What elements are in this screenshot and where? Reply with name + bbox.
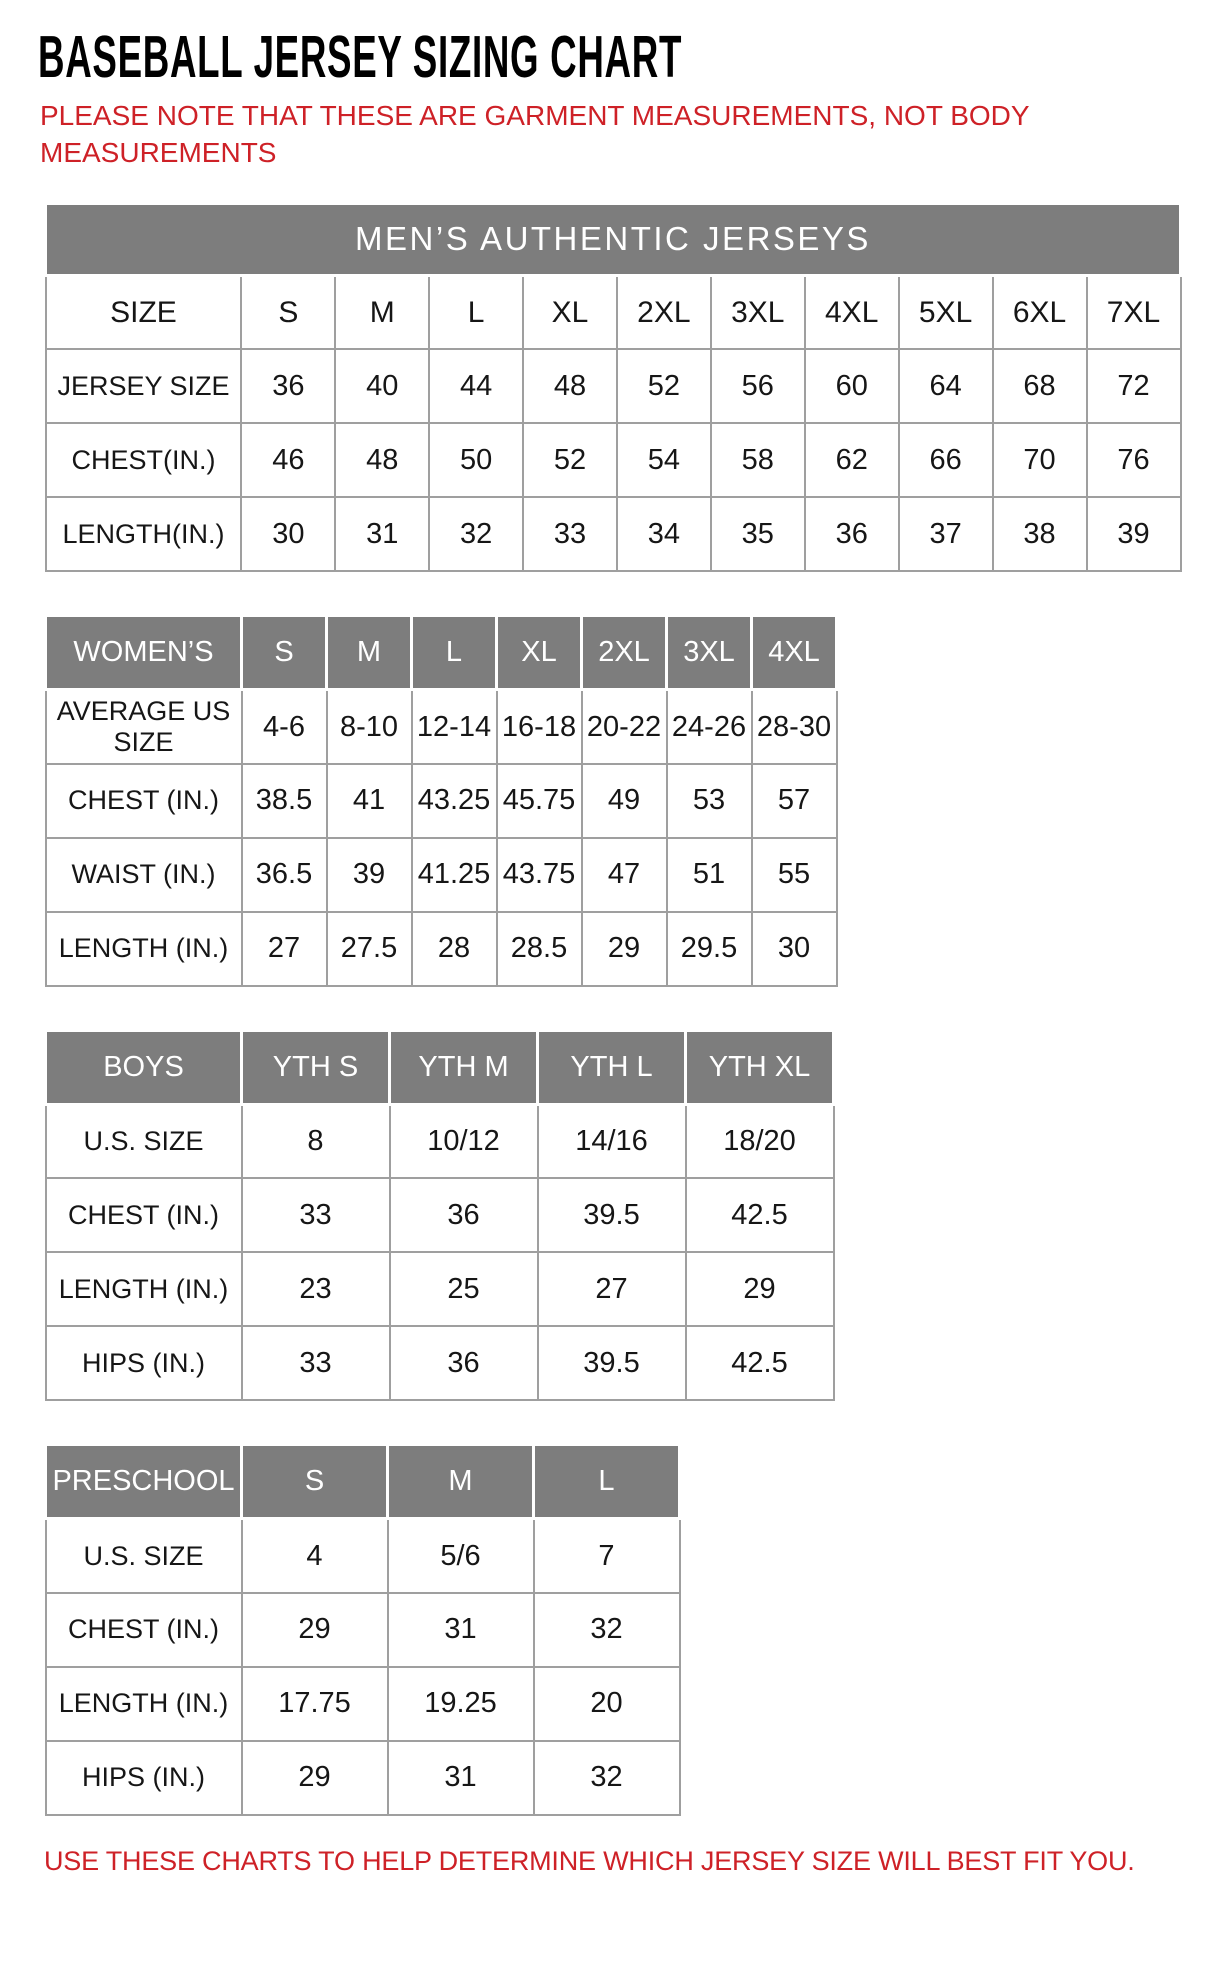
preschool-column-header-l: L: [534, 1445, 680, 1519]
womens-value-cell: 36.5: [242, 838, 327, 912]
womens-value-cell: 30: [752, 912, 837, 986]
mens-value-cell: 46: [241, 423, 335, 497]
mens-value-cell: 60: [805, 349, 899, 423]
mens-value-cell: 52: [523, 423, 617, 497]
womens-column-header-3xl: 3XL: [667, 616, 752, 690]
womens-row-label: LENGTH (IN.): [46, 912, 242, 986]
womens-value-cell: 12-14: [412, 690, 497, 764]
womens-value-cell: 49: [582, 764, 667, 838]
womens-value-cell: 53: [667, 764, 752, 838]
mens-column-header-7xl: 7XL: [1087, 275, 1181, 349]
mens-value-cell: 72: [1087, 349, 1181, 423]
preschool-column-header-preschool: PRESCHOOL: [46, 1445, 242, 1519]
boys-column-header-yth-s: YTH S: [242, 1030, 390, 1104]
preschool-value-cell: 20: [534, 1667, 680, 1741]
boys-value-cell: 42.5: [686, 1326, 834, 1400]
boys-row-label: U.S. SIZE: [46, 1104, 242, 1178]
preschool-header-row: [46, 1445, 680, 1519]
mens-row-label: LENGTH(IN.): [46, 497, 242, 571]
boys-value-cell: 33: [242, 1326, 390, 1400]
preschool-value-cell: 17.75: [242, 1667, 388, 1741]
boys-row-label: CHEST (IN.): [46, 1178, 242, 1252]
womens-value-cell: 29: [582, 912, 667, 986]
womens-value-cell: 51: [667, 838, 752, 912]
boys-value-cell: 10/12: [390, 1104, 538, 1178]
mens-value-cell: 58: [711, 423, 805, 497]
mens-column-header-xl: XL: [523, 275, 617, 349]
womens-value-cell: 29.5: [667, 912, 752, 986]
mens-column-header-2xl: 2XL: [617, 275, 711, 349]
mens-value-cell: 66: [899, 423, 993, 497]
measurement-note: [40, 98, 1182, 172]
boys-header-row: [46, 1030, 834, 1104]
boys-value-cell: 27: [538, 1252, 686, 1326]
preschool-value-cell: 32: [534, 1741, 680, 1815]
mens-value-cell: 38: [993, 497, 1087, 571]
boys-value-cell: 39.5: [538, 1326, 686, 1400]
mens-value-cell: 31: [335, 497, 429, 571]
mens-value-cell: 35: [711, 497, 805, 571]
mens-data-row: [46, 423, 1181, 497]
preschool-value-cell: 29: [242, 1593, 388, 1667]
boys-value-cell: 29: [686, 1252, 834, 1326]
mens-value-cell: 34: [617, 497, 711, 571]
mens-value-cell: 44: [429, 349, 523, 423]
preschool-row-label: U.S. SIZE: [46, 1519, 242, 1593]
womens-value-cell: 57: [752, 764, 837, 838]
womens-value-cell: 28: [412, 912, 497, 986]
womens-value-cell: 4-6: [242, 690, 327, 764]
mens-value-cell: 33: [523, 497, 617, 571]
womens-column-header-m: M: [327, 616, 412, 690]
preschool-data-row: [46, 1741, 680, 1815]
womens-data-row: [46, 912, 837, 986]
preschool-data-row: [46, 1667, 680, 1741]
boys-column-header-yth-m: YTH M: [390, 1030, 538, 1104]
boys-data-row: [46, 1252, 834, 1326]
mens-value-cell: 54: [617, 423, 711, 497]
boys-value-cell: 18/20: [686, 1104, 834, 1178]
mens-column-header-size: SIZE: [46, 275, 242, 349]
preschool-value-cell: 32: [534, 1593, 680, 1667]
mens-value-cell: 36: [805, 497, 899, 571]
womens-column-header-2xl: 2XL: [582, 616, 667, 690]
mens-column-header-m: M: [335, 275, 429, 349]
mens-data-row: [46, 497, 1181, 571]
womens-value-cell: 55: [752, 838, 837, 912]
mens-row-label: JERSEY SIZE: [46, 349, 242, 423]
womens-value-cell: 8-10: [327, 690, 412, 764]
mens-value-cell: 36: [241, 349, 335, 423]
boys-value-cell: 25: [390, 1252, 538, 1326]
mens-value-cell: 40: [335, 349, 429, 423]
mens-value-cell: 62: [805, 423, 899, 497]
mens-data-row: [46, 349, 1181, 423]
mens-header-row: [46, 275, 1181, 349]
womens-value-cell: 28-30: [752, 690, 837, 764]
boys-data-row: [46, 1178, 834, 1252]
womens-value-cell: 43.25: [412, 764, 497, 838]
womens-column-header-s: S: [242, 616, 327, 690]
preschool-row-label: HIPS (IN.): [46, 1741, 242, 1815]
preschool-value-cell: 4: [242, 1519, 388, 1593]
preschool-value-cell: 5/6: [388, 1519, 534, 1593]
womens-value-cell: 27: [242, 912, 327, 986]
preschool-value-cell: 29: [242, 1741, 388, 1815]
preschool-value-cell: 19.25: [388, 1667, 534, 1741]
womens-value-cell: 16-18: [497, 690, 582, 764]
mens-value-cell: 30: [241, 497, 335, 571]
preschool-row-label: LENGTH (IN.): [46, 1667, 242, 1741]
mens-value-cell: 70: [993, 423, 1087, 497]
mens-column-header-3xl: 3XL: [711, 275, 805, 349]
mens-row-label: CHEST(IN.): [46, 423, 242, 497]
boys-column-header-yth-l: YTH L: [538, 1030, 686, 1104]
mens-value-cell: 50: [429, 423, 523, 497]
preschool-sizing-table: [44, 1443, 681, 1816]
mens-value-cell: 48: [523, 349, 617, 423]
preschool-data-row: [46, 1593, 680, 1667]
womens-data-row: [46, 690, 837, 764]
boys-value-cell: 36: [390, 1178, 538, 1252]
womens-sizing-table: [44, 614, 838, 987]
mens-sizing-table: [44, 202, 1182, 573]
preschool-value-cell: 31: [388, 1593, 534, 1667]
preschool-column-header-s: S: [242, 1445, 388, 1519]
womens-value-cell: 28.5: [497, 912, 582, 986]
womens-row-label: AVERAGE US SIZE: [46, 690, 242, 764]
womens-value-cell: 27.5: [327, 912, 412, 986]
preschool-row-label: CHEST (IN.): [46, 1593, 242, 1667]
womens-row-label: CHEST (IN.): [46, 764, 242, 838]
measurement-note-line2: MEASUREMENTS: [40, 136, 277, 168]
womens-column-header-l: L: [412, 616, 497, 690]
womens-column-header-4xl: 4XL: [752, 616, 837, 690]
measurement-note-line1: PLEASE NOTE THAT THESE ARE GARMENT MEASUREMENTS, NOT BODY: [40, 100, 1030, 131]
womens-column-header-xl: XL: [497, 616, 582, 690]
boys-column-header-boys: BOYS: [46, 1030, 242, 1104]
womens-value-cell: 20-22: [582, 690, 667, 764]
mens-column-header-s: S: [241, 275, 335, 349]
womens-value-cell: 41: [327, 764, 412, 838]
boys-value-cell: 39.5: [538, 1178, 686, 1252]
womens-row-label: WAIST (IN.): [46, 838, 242, 912]
preschool-data-row: [46, 1519, 680, 1593]
preschool-value-cell: 31: [388, 1741, 534, 1815]
boys-data-row: [46, 1104, 834, 1178]
mens-value-cell: 37: [899, 497, 993, 571]
mens-value-cell: 64: [899, 349, 993, 423]
womens-data-row: [46, 838, 837, 912]
mens-value-cell: 32: [429, 497, 523, 571]
mens-value-cell: 52: [617, 349, 711, 423]
boys-value-cell: 33: [242, 1178, 390, 1252]
mens-table-banner: MEN’S AUTHENTIC JERSEYS: [46, 203, 1181, 275]
boys-column-header-yth-xl: YTH XL: [686, 1030, 834, 1104]
womens-data-row: [46, 764, 837, 838]
womens-value-cell: 39: [327, 838, 412, 912]
footer-note: USE THESE CHARTS TO HELP DETERMINE WHICH JERSEY SIZE WILL BEST FIT YOU.: [44, 1845, 1135, 1876]
boys-data-row: [46, 1326, 834, 1400]
womens-value-cell: 41.25: [412, 838, 497, 912]
mens-banner-row: [46, 203, 1181, 275]
mens-column-header-4xl: 4XL: [805, 275, 899, 349]
page-title: BASEBALL JERSEY SIZING CHART: [38, 23, 683, 90]
boys-value-cell: 23: [242, 1252, 390, 1326]
boys-value-cell: 14/16: [538, 1104, 686, 1178]
womens-column-header-women-s: WOMEN’S: [46, 616, 242, 690]
boys-value-cell: 36: [390, 1326, 538, 1400]
womens-value-cell: 38.5: [242, 764, 327, 838]
mens-column-header-l: L: [429, 275, 523, 349]
mens-column-header-6xl: 6XL: [993, 275, 1087, 349]
preschool-column-header-m: M: [388, 1445, 534, 1519]
mens-value-cell: 48: [335, 423, 429, 497]
boys-value-cell: 8: [242, 1104, 390, 1178]
mens-value-cell: 68: [993, 349, 1087, 423]
womens-value-cell: 24-26: [667, 690, 752, 764]
womens-header-row: [46, 616, 837, 690]
womens-value-cell: 45.75: [497, 764, 582, 838]
womens-value-cell: 43.75: [497, 838, 582, 912]
mens-value-cell: 56: [711, 349, 805, 423]
mens-column-header-5xl: 5XL: [899, 275, 993, 349]
boys-value-cell: 42.5: [686, 1178, 834, 1252]
boys-row-label: LENGTH (IN.): [46, 1252, 242, 1326]
boys-sizing-table: [44, 1029, 835, 1402]
mens-value-cell: 76: [1087, 423, 1181, 497]
boys-row-label: HIPS (IN.): [46, 1326, 242, 1400]
mens-value-cell: 39: [1087, 497, 1181, 571]
womens-value-cell: 47: [582, 838, 667, 912]
preschool-value-cell: 7: [534, 1519, 680, 1593]
